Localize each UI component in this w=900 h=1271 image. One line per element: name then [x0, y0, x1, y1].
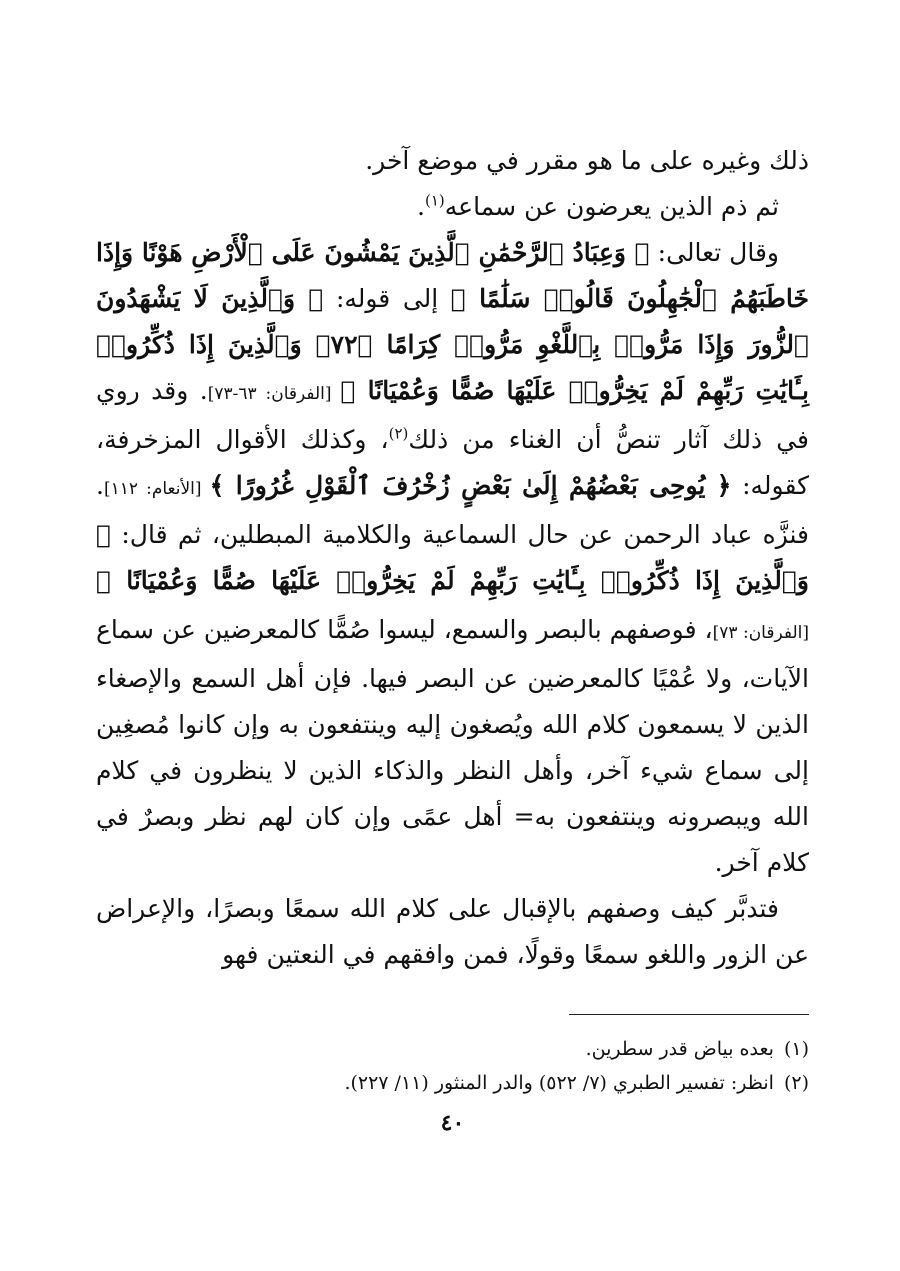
- footnote-2-number: (٢): [783, 1072, 809, 1094]
- book-page: [96, 138, 809, 1248]
- quran-citation-1: [الفرقان: ٦٣-٧٣]: [207, 384, 341, 404]
- quran-verse-3: ﴿ يُوحِى بَعْضُهُمْ إِلَىٰ بَعْضٍ زُخْرُفَ ٱلْقَوْلِ غُرُورًا ﴾: [209, 471, 732, 500]
- page-number: ٤٠: [440, 1110, 465, 1136]
- paragraph-3-text-5: ، فوصفهم بالبصر والسمع، ليسوا صُمًّا كالمعرضين عن سماع الآيات، ولا عُمْيًا كالمعرضين عن البصر فيها. فإن أهل السمع والإصغاء الذين لا يسمعون كلام الله ويُصغون إليه وينتفعون به وإن كانوا مُصغِين إلى سماع شيء آخر، وأهل النظر والذكاء الذين لا ينظرون في كلام الله ويبصرونه وينتفعون به= أهل عمًى وإن كان لهم نظر وبصرٌ في كلام آخر.: [96, 615, 809, 877]
- paragraph-3-text-2: . وقد روي في ذلك آثار تنصُّ أن الغناء من ذلك: [96, 376, 810, 454]
- main-text: [96, 138, 809, 978]
- footnote-ref-2: (٢): [388, 424, 409, 443]
- paragraph-1: ذلك وغيره على ما هو مقرر في موضع آخر.: [365, 146, 809, 175]
- footnote-2-text: انظر: تفسير الطبري (٧/ ٥٢٢) والدر المنثور (١١/ ٢٢٧).: [344, 1072, 774, 1094]
- quran-citation-3: [الفرقان: ٧٣]: [712, 623, 809, 643]
- footnote-1: [96, 1032, 809, 1066]
- paragraph-3-text-4: . فنزَّه عباد الرحمن عن حال السماعية والكلامية المبطلين، ثم قال:: [96, 471, 809, 549]
- quran-verse-1: ﴿ وَعِبَادُ ٱلرَّحْمَٰنِ ٱلَّذِينَ يَمْشُونَ عَلَى ٱلْأَرْضِ هَوْنًا وَإِذَا خَاطَبَهُمُ ٱلْجَٰهِلُونَ قَالُوا۟ سَلَٰمًا ﴾: [96, 238, 809, 313]
- quran-citation-2: [الأنعام: ١١٢]: [103, 479, 210, 499]
- paragraph-3-to-his-saying: إلى قوله:: [323, 284, 451, 313]
- footnote-divider: [569, 1014, 809, 1015]
- paragraph-3-text-3: ، وكذلك الأقوال المزخرفة، كقوله:: [96, 425, 809, 500]
- footnotes: [96, 1032, 809, 1100]
- footnote-1-number: (١): [783, 1038, 809, 1060]
- paragraph-2-text: ثم ذم الذين يعرضون عن سماعه: [444, 192, 779, 221]
- quran-verse-4: ﴿ وَٱلَّذِينَ إِذَا ذُكِّرُوا۟ بِـَٔايَٰتِ رَبِّهِمْ لَمْ يَخِرُّوا۟ عَلَيْهَا صُمًّا وَعُمْيَانًا ﴾: [96, 520, 809, 595]
- footnote-ref-1: (١): [425, 191, 445, 210]
- paragraph-4: فتدبَّر كيف وصفهم بالإقبال على كلام الله سمعًا وبصرًا، والإعراض عن الزور واللغو سمعًا وقولًا، فمن وافقهم في النعتين فهو: [96, 894, 809, 969]
- paragraph-2-end: .: [417, 192, 425, 221]
- footnote-2: [96, 1066, 809, 1100]
- footnote-1-text: بعده بياض قدر سطرين.: [585, 1038, 774, 1060]
- paragraph-3: [96, 230, 809, 886]
- paragraph-2: [96, 184, 809, 230]
- quran-verse-2: ﴿ وَٱلَّذِينَ لَا يَشْهَدُونَ ٱلزُّورَ وَإِذَا مَرُّوا۟ بِٱللَّغْوِ مَرُّوا۟ كِرَامًا ﴿٧٢﴾ وَٱلَّذِينَ إِذَا ذُكِّرُوا۟ بِـَٔايَٰتِ رَبِّهِمْ لَمْ يَخِرُّوا۟ عَلَيْهَا صُمًّا وَعُمْيَانًا ﴾: [96, 284, 809, 405]
- paragraph-3-intro: وقال تعالى:: [649, 238, 779, 267]
